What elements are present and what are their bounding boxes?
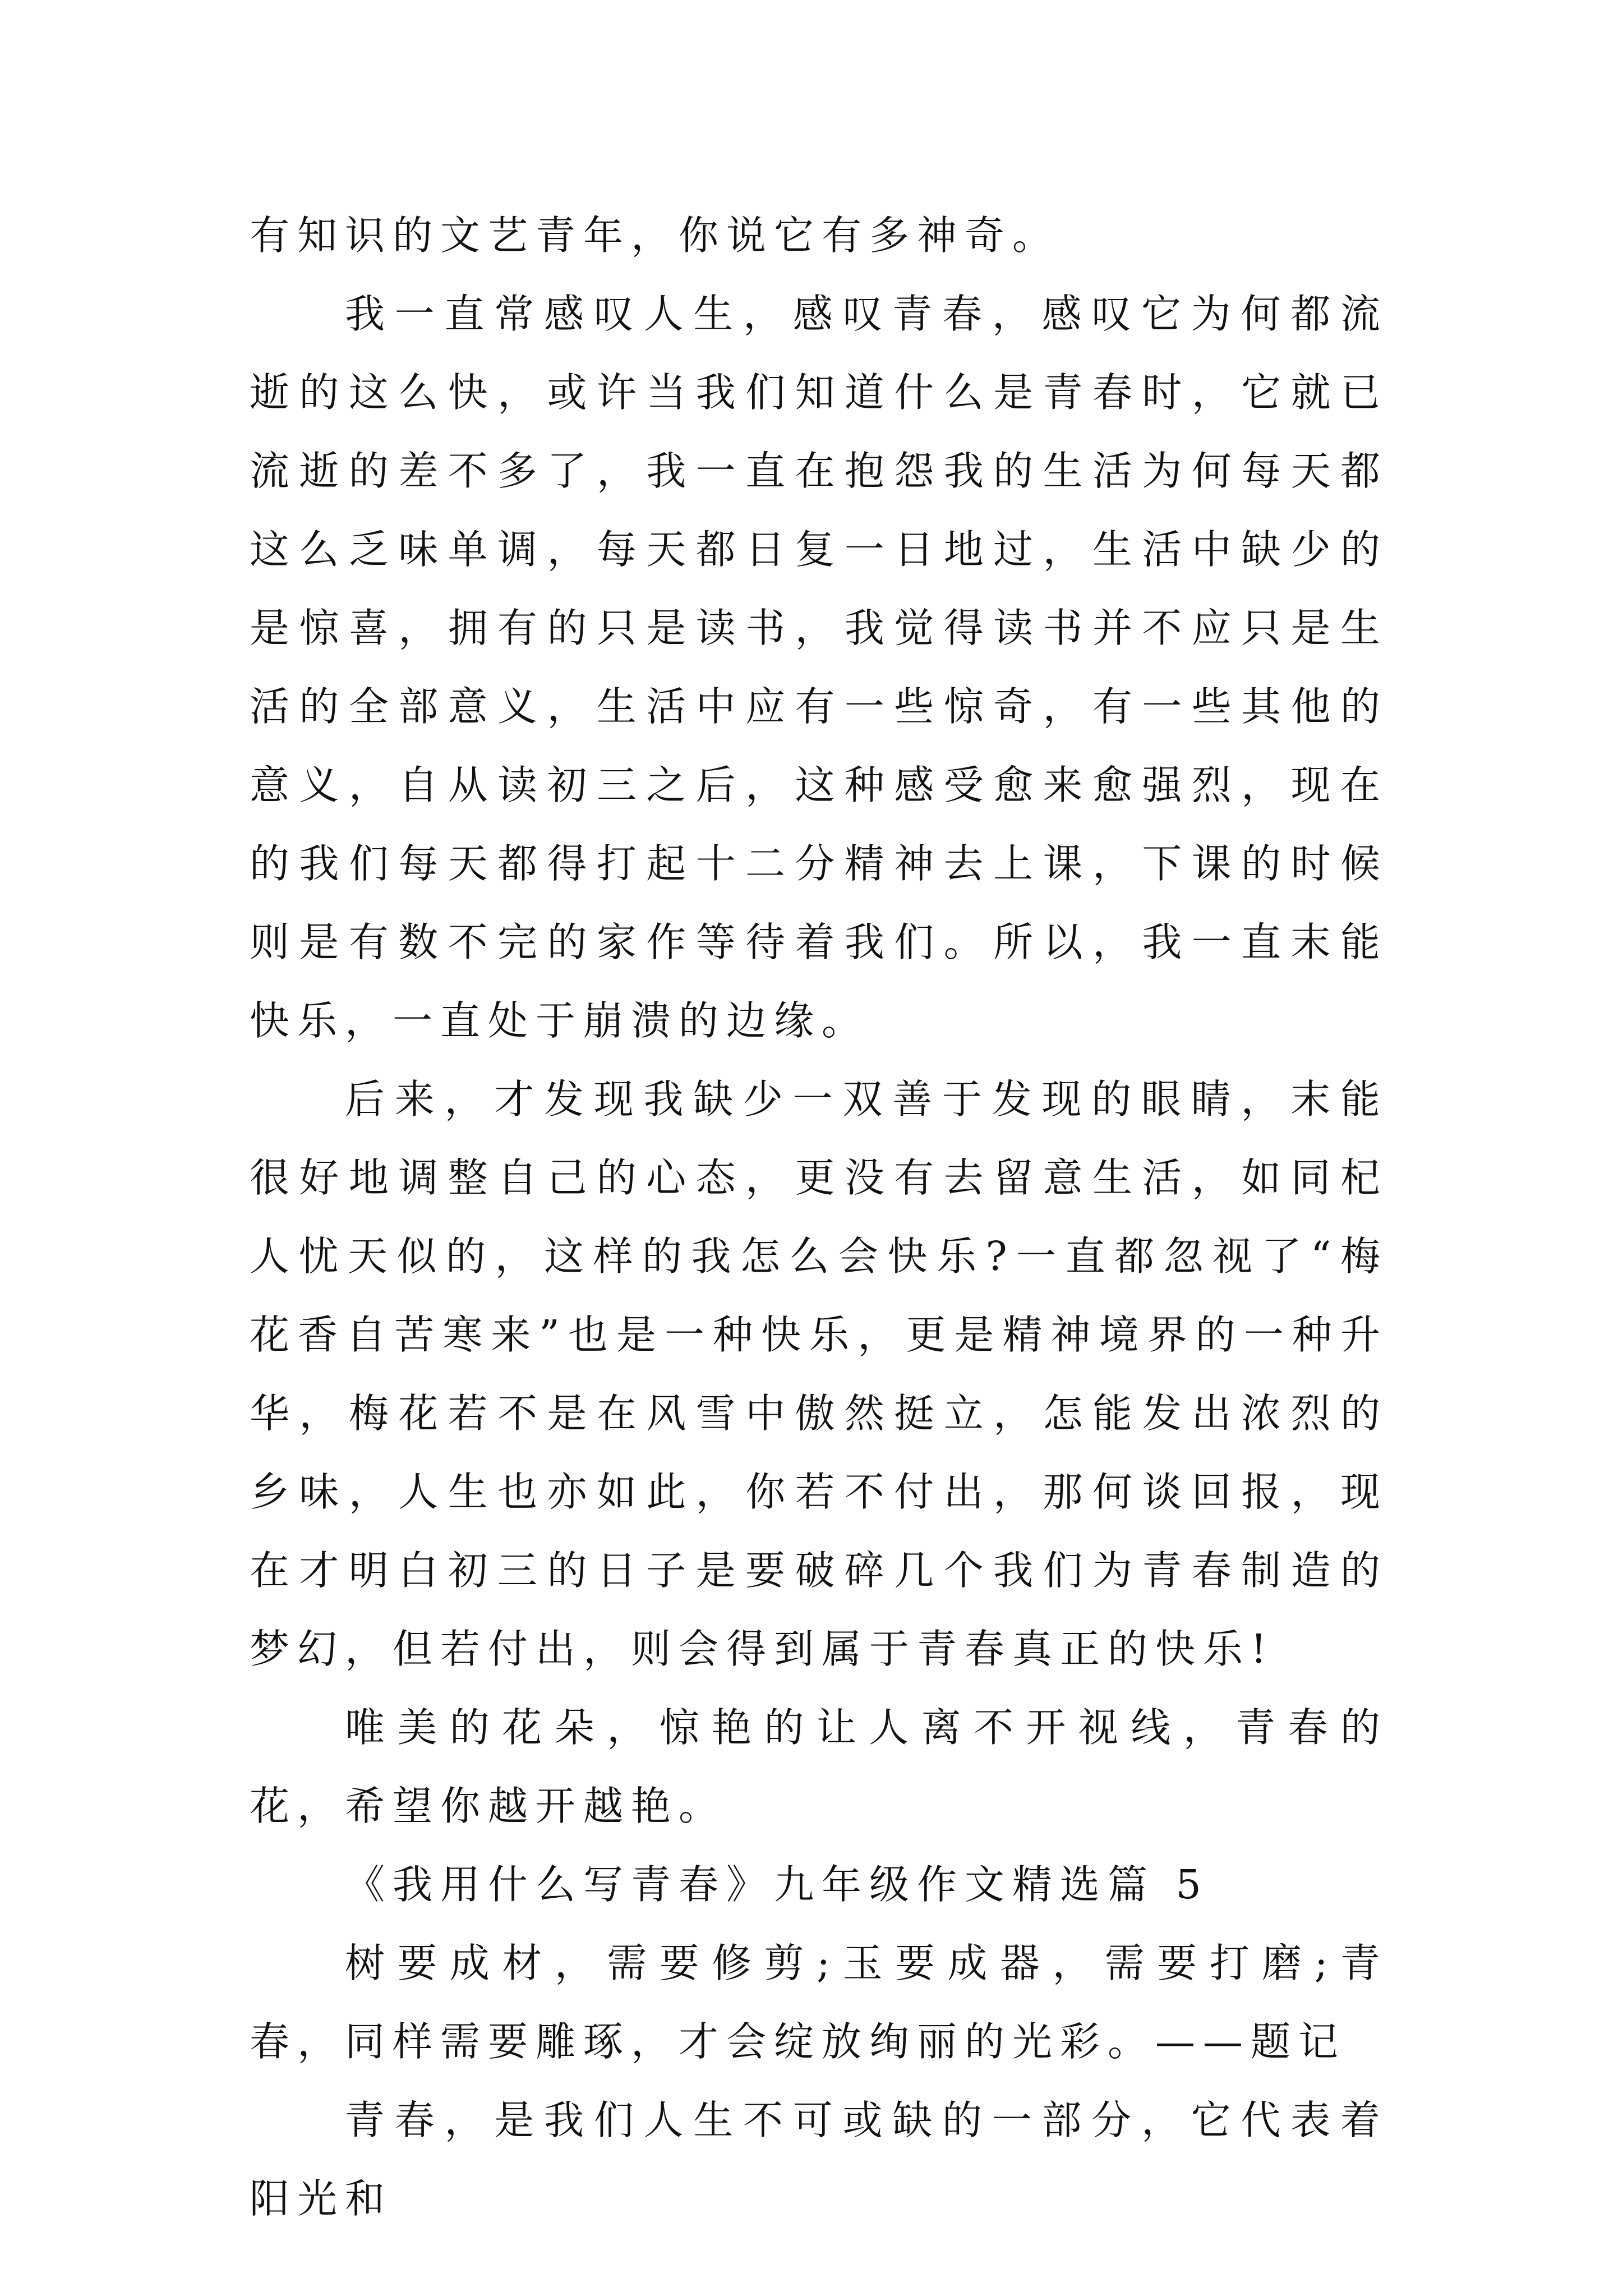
paragraph-sigh-about-youth: 我一直常感叹人生，感叹青春，感叹它为何都流逝的这么快，或许当我们知道什么是青春时，它就已流逝的差不多了，我一直在抱怨我的生活为何每天都这么乏味单调，每天都日复一日地过，生活中缺少的是惊喜，拥有的只是读书，我觉得读书并不应只是生活的全部意义，生活中应有一些惊奇，有一些其他的意义，自从读初三之后，这种感受愈来愈强烈，现在的我们每天都得打起十二分精神去上课，下课的时候则是有数不完的家作等待着我们。所以，我一直末能快乐，一直处于崩溃的边缘。 bbox=[250, 291, 1388, 1044]
paragraph-continuation: 有知识的文艺青年，你说它有多神奇。 bbox=[250, 212, 1061, 259]
document-body bbox=[250, 196, 1388, 2238]
essay-title: 《我用什么写青春》九年级作文精选篇 5 bbox=[345, 1861, 1209, 1908]
paragraph-epigraph: 树要成材，需要修剪;玉要成器，需要打磨;青春，同样需要雕琢，才会绽放绚丽的光彩。——题记 bbox=[250, 1940, 1388, 2065]
paragraph-later-realization: 后来，才发现我缺少一双善于发现的眼睛，末能很好地调整自己的心态，更没有去留意生活，如同杞人忧天似的，这样的我怎么会快乐?一直都忽视了“梅花香自苦寒来”也是一种快乐，更是精神境界的一种升华，梅花若不是在风雪中傲然挺立，怎能发出浓烈的乡味，人生也亦如此，你若不付出，那何谈回报，现在才明白初三的日子是要破碎几个我们为青春制造的梦幻，但若付出，则会得到属于青春真正的快乐! bbox=[250, 1076, 1388, 1672]
paragraph-youth-intro: 青春，是我们人生不可或缺的一部分，它代表着阳光和 bbox=[250, 2097, 1388, 2222]
paragraph-flower-wish: 唯美的花朵，惊艳的让人离不开视线，青春的花，希望你越开越艳。 bbox=[250, 1704, 1388, 1829]
